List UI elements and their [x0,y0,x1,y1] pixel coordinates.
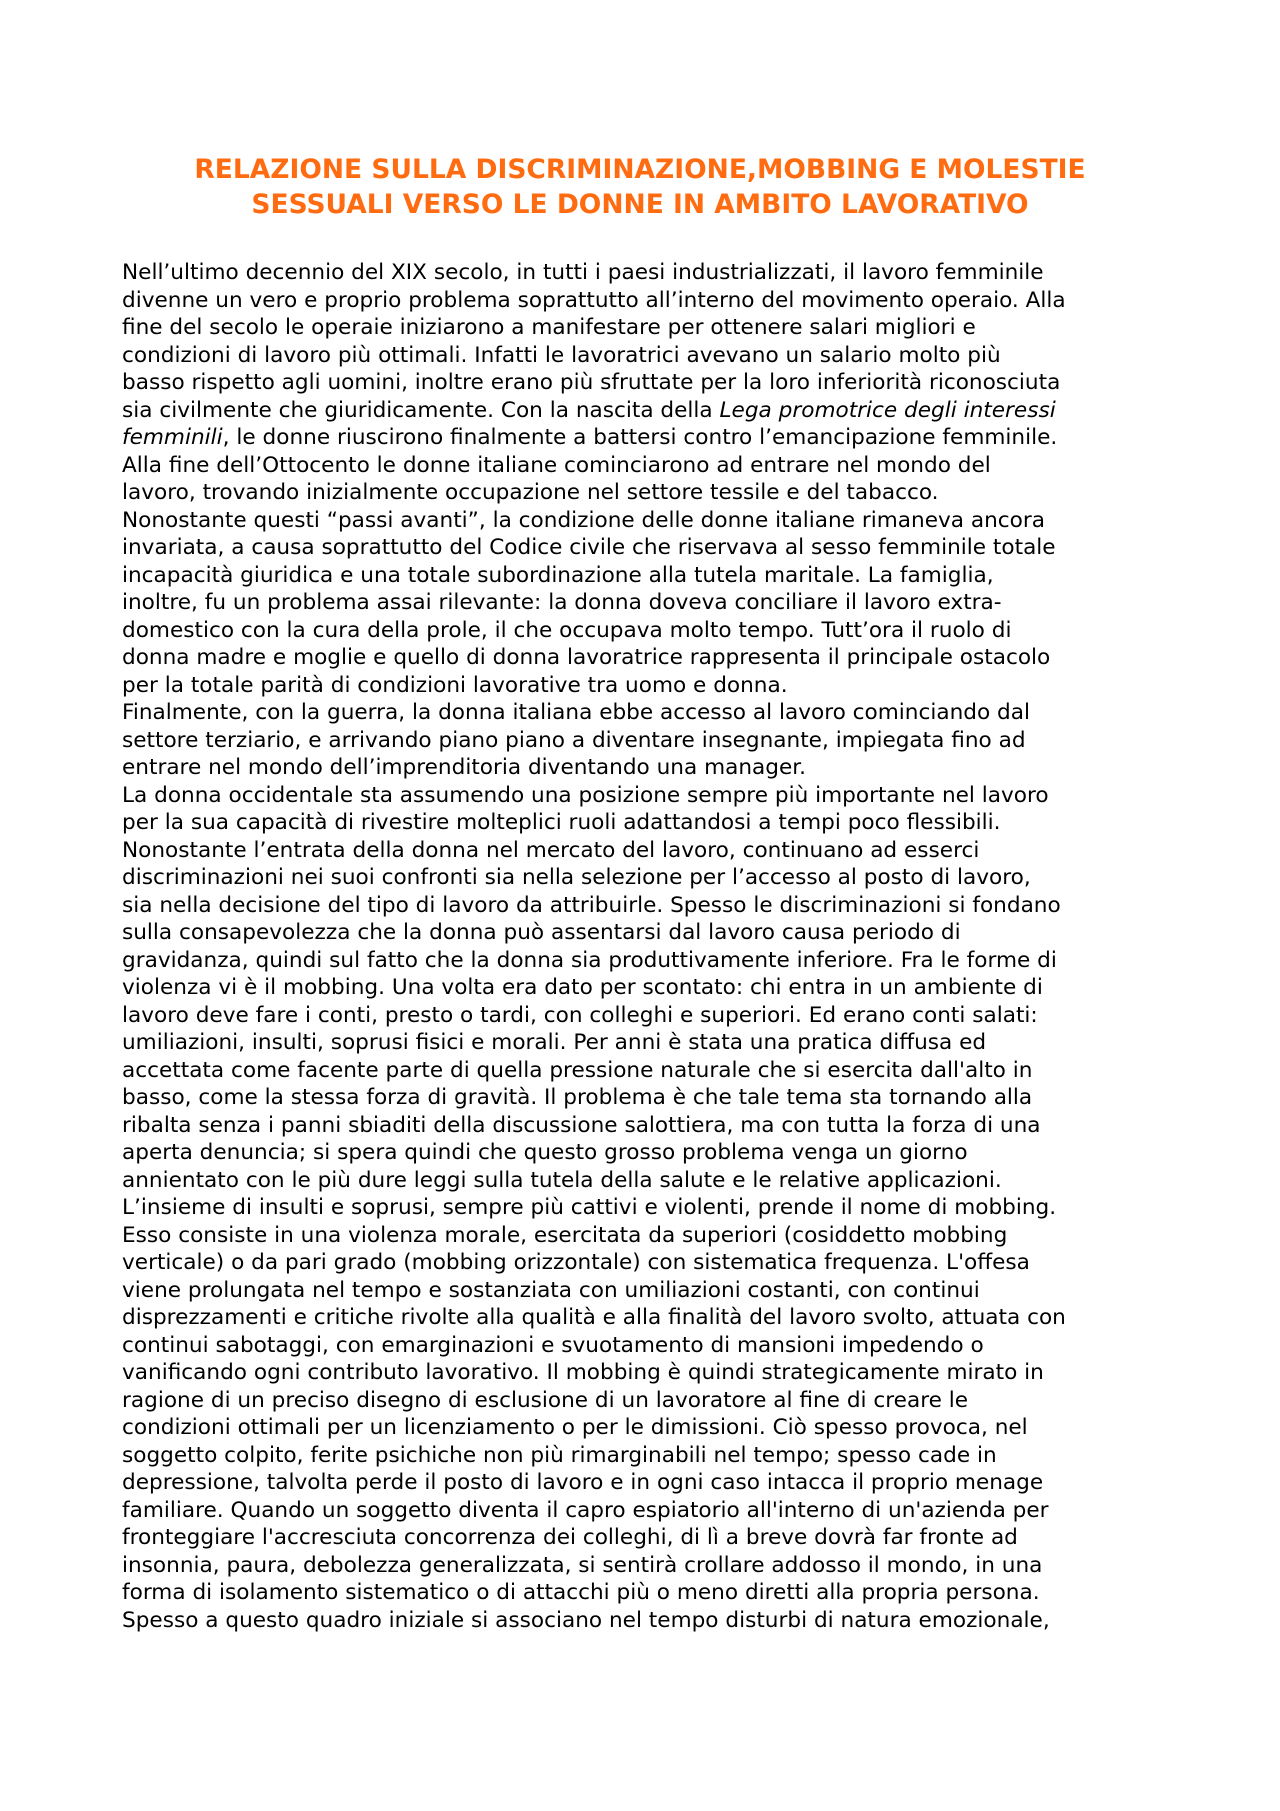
text-line: entrare nel mondo dell’imprenditoria diventando una manager. [122,755,807,780]
text-fragment: sia civilmente che giuridicamente. Con la nascita della [122,397,720,423]
title-line-2: SESSUALI VERSO LE DONNE IN AMBITO LAVORATIVO [251,189,1029,220]
text-line: violenza vi è il mobbing. Una volta era dato per scontato: chi entra in un ambiente di [122,975,1043,1000]
text-line: Finalmente, con la guerra, la donna italiana ebbe accesso al lavoro cominciando dal [122,700,1030,725]
text-line: inoltre, fu un problema assai rilevante: la donna doveva conciliare il lavoro extra- [122,590,1002,615]
text-line-mixed [122,424,1182,452]
text-line: sulla consapevolezza che la donna può assentarsi dal lavoro causa periodo di [122,920,961,945]
text-line: L’insieme di insulti e soprusi, sempre più cattivi e violenti, prende il nome di mobbing. [122,1195,1057,1220]
italic-text: femminili [122,425,223,450]
text-line: sia nella decisione del tipo di lavoro da attribuirle. Spesso le discriminazioni si fondano [122,892,1061,918]
text-line: continui sabotaggi, con emarginazioni e svuotamento di mansioni impedendo o [122,1332,984,1358]
text-line: vanificando ogni contributo lavorativo. Il mobbing è quindi strategicamente mirato in [122,1360,1044,1385]
text-line: familiare. Quando un soggetto diventa il capro espiatorio all'interno di un'azienda per [122,1497,1049,1523]
text-line: per la totale parità di condizioni lavorative tra uomo e donna. [122,672,788,698]
text-line: condizioni ottimali per un licenziamento o per le dimissioni. Ciò spesso provoca, nel [122,1415,1028,1440]
text-fragment: , le donne riuscirono finalmente a battersi contro l’emancipazione femminile. [222,425,1058,450]
text-line: insonnia, paura, debolezza generalizzata, si sentirà crollare addosso il mondo, in una [122,1552,1043,1578]
text-line: depressione, talvolta perde il posto di lavoro e in ogni caso intacca il proprio menage [122,1470,1044,1495]
text-line: La donna occidentale sta assumendo una posizione sempre più importante nel lavoro [122,782,1049,808]
text-line: Nonostante l’entrata della donna nel mercato del lavoro, continuano ad esserci [122,837,980,863]
text-line: umiliazioni, insulti, soprusi fisici e morali. Per anni è stata una pratica diffusa ed [122,1030,987,1055]
text-line: domestico con la cura della prole, il che occupava molto tempo. Tutt’ora il ruolo di [122,617,1012,643]
text-line: invariata, a causa soprattutto del Codice civile che riservava al sesso femminile totale [122,535,1056,560]
text-line: Nonostante questi “passi avanti”, la condizione delle donne italiane rimaneva ancora [122,507,1045,533]
text-line: viene prolungata nel tempo e sostanziata con umiliazioni costanti, con continui [122,1277,980,1303]
text-line: aperta denuncia; si spera quindi che questo grosso problema venga un giorno [122,1140,968,1165]
text-line: verticale) o da pari grado (mobbing orizzontale) con sistematica frequenza. L'offesa [122,1250,1030,1275]
document-title [120,152,1160,222]
text-line: gravidanza, quindi sul fatto che la donna sia produttivamente inferiore. Fra le forme di [122,947,1057,973]
text-line: fine del secolo le operaie iniziarono a manifestare per ottenere salari migliori e [122,315,976,340]
text-line: divenne un vero e proprio problema soprattutto all’interno del movimento operaio. Alla [122,287,1066,313]
document-body [122,259,1182,1634]
text-line-mixed [122,397,1182,425]
text-line: Alla fine dell’Ottocento le donne italiane cominciarono ad entrare nel mondo del [122,452,991,478]
text-line: annientato con le più dure leggi sulla tutela della salute e le relative applicazioni. [122,1167,1002,1193]
text-line: fronteggiare l'accresciuta concorrenza dei colleghi, di lì a breve dovrà far fronte ad [122,1525,1018,1550]
text-line: Spesso a questo quadro iniziale si associano nel tempo disturbi di natura emozionale, [122,1607,1050,1633]
text-line: lavoro deve fare i conti, presto o tardi, con colleghi e superiori. Ed erano conti salati: [122,1002,1038,1028]
text-line: lavoro, trovando inizialmente occupazione nel settore tessile e del tabacco. [122,480,939,505]
title-line-1: RELAZIONE SULLA DISCRIMINAZIONE,MOBBING E MOLESTIE [194,154,1086,185]
text-line: basso, come la stessa forza di gravità. Il problema è che tale tema sta tornando alla [122,1085,1033,1110]
text-line: discriminazioni nei suoi confronti sia nella selezione per l’accesso al posto di lavoro, [122,865,1031,890]
text-line: ribalta senza i panni sbiaditi della discussione salottiera, ma con tutta la forza di una [122,1112,1041,1138]
text-line: incapacità giuridica e una totale subordinazione alla tutela maritale. La famiglia, [122,562,994,588]
text-line: donna madre e moglie e quello di donna lavoratrice rappresenta il principale ostacolo [122,645,1051,670]
text-line: Esso consiste in una violenza morale, esercitata da superiori (cosiddetto mobbing [122,1222,1008,1248]
text-line: ragione di un preciso disegno di esclusione di un lavoratore al fine di creare le [122,1387,969,1413]
text-line: soggetto colpito, ferite psichiche non più rimarginabili nel tempo; spesso cade in [122,1442,997,1468]
text-line: accettata come facente parte di quella pressione naturale che si esercita dall'alto in [122,1057,1033,1083]
text-line: forma di isolamento sistematico o di attacchi più o meno diretti alla propria persona. [122,1580,1040,1605]
italic-text: Lega promotrice degli interessi [719,397,1056,423]
text-line: basso rispetto agli uomini, inoltre erano più sfruttate per la loro inferiorità riconosciuta [122,370,1061,395]
text-line: condizioni di lavoro più ottimali. Infatti le lavoratrici avevano un salario molto più [122,342,1001,368]
text-line: per la sua capacità di rivestire molteplici ruoli adattandosi a tempi poco flessibili. [122,810,1001,835]
text-line: settore terziario, e arrivando piano piano a diventare insegnante, impiegata fino ad [122,727,1026,753]
text-line: disprezzamenti e critiche rivolte alla qualità e alla finalità del lavoro svolto, attuata con [122,1305,1066,1330]
text-line: Nell’ultimo decennio del XIX secolo, in tutti i paesi industrializzati, il lavoro femminile [122,260,1044,285]
